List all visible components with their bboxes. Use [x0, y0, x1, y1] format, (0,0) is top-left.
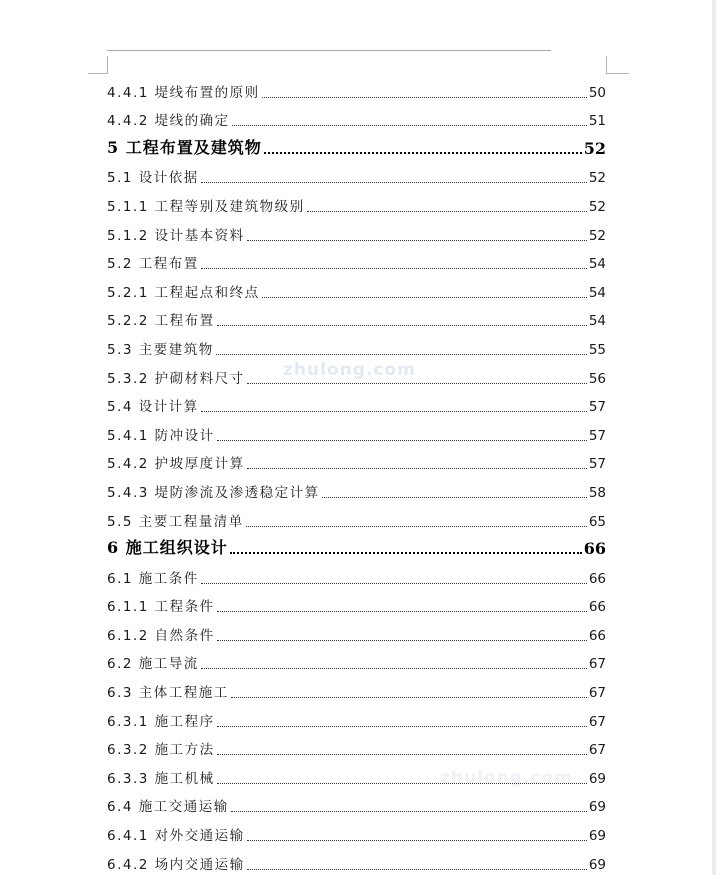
toc-entry-title: 5.3.2 护砌材料尺寸: [107, 370, 245, 387]
toc-page-number: 56: [588, 370, 606, 387]
toc-entry[interactable]: [107, 706, 606, 735]
toc-dot-leader: [201, 182, 587, 183]
toc-entry-title: 5.1.2 设计基本资料: [107, 227, 245, 244]
toc-entry-title: 6.2 施工导流: [107, 656, 199, 673]
toc-page-number: 52: [588, 227, 606, 244]
toc-page-number: 69: [588, 770, 606, 787]
toc-entry-title: 6.1.1 工程条件: [107, 599, 215, 616]
toc-entry-title: 6.4.2 场内交通运输: [107, 856, 245, 873]
toc-chapter-entry[interactable]: [107, 134, 606, 163]
header-rule: [107, 50, 551, 51]
toc-entry[interactable]: [107, 191, 606, 220]
toc-dot-leader: [247, 383, 587, 384]
toc-entry[interactable]: [107, 392, 606, 421]
toc-entry-title: 5.4 设计计算: [107, 399, 199, 416]
toc-entry-title: 5.2.2 工程布置: [107, 313, 215, 330]
toc-entry[interactable]: [107, 363, 606, 392]
table-of-contents: [107, 77, 606, 875]
toc-dot-leader: [232, 125, 587, 126]
toc-page-number: 54: [588, 284, 606, 301]
watermark: zhulong.com: [440, 768, 573, 788]
page-edge-shadow: [712, 0, 716, 875]
toc-dot-leader: [201, 268, 587, 269]
toc-page-number: 52: [588, 198, 606, 215]
toc-entry-title: 5.1 设计依据: [107, 170, 199, 187]
toc-dot-leader: [217, 783, 587, 784]
toc-entry[interactable]: [107, 334, 606, 363]
toc-entry-title: 6.3.2 施工方法: [107, 742, 215, 759]
toc-dot-leader: [231, 697, 587, 698]
toc-entry-title: 6.4.1 对外交通运输: [107, 828, 245, 845]
toc-entry-title: 5 工程布置及建筑物: [107, 137, 262, 157]
toc-page-number: 50: [588, 84, 606, 101]
toc-page-number: 57: [588, 456, 606, 473]
toc-entry-title: 6.3.1 施工程序: [107, 713, 215, 730]
toc-entry[interactable]: [107, 249, 606, 278]
toc-entry-title: 6.4 施工交通运输: [107, 799, 229, 816]
toc-entry[interactable]: [107, 792, 606, 821]
toc-dot-leader: [246, 526, 587, 527]
toc-entry-title: 4.4.1 堤线布置的原则: [107, 84, 260, 101]
toc-page-number: 69: [588, 856, 606, 873]
toc-page-number: 57: [588, 399, 606, 416]
toc-dot-leader: [247, 869, 587, 870]
toc-page-number: 55: [588, 341, 606, 358]
toc-dot-leader: [201, 583, 587, 584]
toc-dot-leader: [247, 840, 587, 841]
toc-page-number: 52: [588, 170, 606, 187]
toc-page-number: 66: [588, 570, 606, 587]
toc-dot-leader: [217, 325, 587, 326]
toc-dot-leader: [201, 668, 587, 669]
toc-page-number: 67: [588, 656, 606, 673]
toc-dot-leader: [247, 468, 587, 469]
toc-entry[interactable]: [107, 620, 606, 649]
toc-entry[interactable]: [107, 820, 606, 849]
toc-entry[interactable]: [107, 106, 606, 135]
toc-dot-leader: [217, 640, 587, 641]
toc-dot-leader: [307, 211, 587, 212]
toc-entry[interactable]: [107, 735, 606, 764]
toc-page-number: 54: [588, 313, 606, 330]
toc-dot-leader: [201, 411, 587, 412]
toc-entry[interactable]: [107, 306, 606, 335]
toc-dot-leader: [216, 354, 587, 355]
margin-corner-mark-left: [88, 56, 108, 74]
toc-entry[interactable]: [107, 277, 606, 306]
toc-entry[interactable]: [107, 77, 606, 106]
toc-page-number: 57: [588, 427, 606, 444]
toc-entry[interactable]: [107, 763, 606, 792]
toc-dot-leader: [264, 152, 582, 154]
toc-entry-title: 5.2 工程布置: [107, 256, 199, 273]
toc-entry-title: 6.3 主体工程施工: [107, 685, 229, 702]
toc-page-number: 66: [588, 599, 606, 616]
toc-page-number: 66: [583, 539, 606, 559]
toc-entry[interactable]: [107, 592, 606, 621]
toc-dot-leader: [217, 611, 587, 612]
toc-entry-title: 5.1.1 工程等别及建筑物级别: [107, 198, 305, 215]
toc-dot-leader: [231, 811, 587, 812]
toc-entry-title: 5.4.1 防冲设计: [107, 427, 215, 444]
toc-dot-leader: [247, 240, 587, 241]
toc-entry-title: 6.3.3 施工机械: [107, 770, 215, 787]
toc-entry[interactable]: [107, 163, 606, 192]
toc-entry[interactable]: [107, 849, 606, 875]
toc-entry-title: 5.4.3 堤防渗流及渗透稳定计算: [107, 484, 320, 501]
toc-dot-leader: [217, 440, 587, 441]
toc-page-number: 54: [588, 256, 606, 273]
toc-entry[interactable]: [107, 220, 606, 249]
toc-page-number: 51: [588, 113, 606, 130]
toc-page-number: 66: [588, 627, 606, 644]
watermark: zhulong.com: [283, 360, 416, 380]
toc-page-number: 67: [588, 742, 606, 759]
toc-page-number: 52: [583, 138, 606, 158]
toc-entry[interactable]: [107, 649, 606, 678]
toc-page-number: 67: [588, 713, 606, 730]
toc-entry-title: 5.2.1 工程起点和终点: [107, 284, 260, 301]
toc-dot-leader: [322, 497, 587, 498]
toc-page-number: 69: [588, 828, 606, 845]
toc-entry[interactable]: [107, 506, 606, 535]
toc-dot-leader: [230, 552, 582, 554]
toc-entry-title: 5.5 主要工程量清单: [107, 513, 244, 530]
toc-page-number: 67: [588, 685, 606, 702]
toc-dot-leader: [217, 754, 587, 755]
toc-entry-title: 5.3 主要建筑物: [107, 341, 214, 358]
toc-entry-title: 6.1 施工条件: [107, 570, 199, 587]
toc-dot-leader: [262, 97, 587, 98]
toc-chapter-entry[interactable]: [107, 535, 606, 564]
toc-page-number: 58: [588, 484, 606, 501]
toc-page-number: 69: [588, 799, 606, 816]
toc-entry[interactable]: [107, 420, 606, 449]
toc-entry[interactable]: [107, 449, 606, 478]
toc-dot-leader: [262, 297, 587, 298]
toc-entry[interactable]: [107, 677, 606, 706]
toc-entry-title: 6 施工组织设计: [107, 538, 228, 558]
toc-entry-title: 5.4.2 护坡厚度计算: [107, 456, 245, 473]
toc-entry[interactable]: [107, 477, 606, 506]
toc-entry-title: 6.1.2 自然条件: [107, 627, 215, 644]
toc-dot-leader: [217, 726, 587, 727]
toc-page-number: 65: [588, 513, 606, 530]
toc-entry-title: 4.4.2 堤线的确定: [107, 113, 230, 130]
margin-corner-mark-right: [606, 56, 629, 74]
toc-entry[interactable]: [107, 563, 606, 592]
